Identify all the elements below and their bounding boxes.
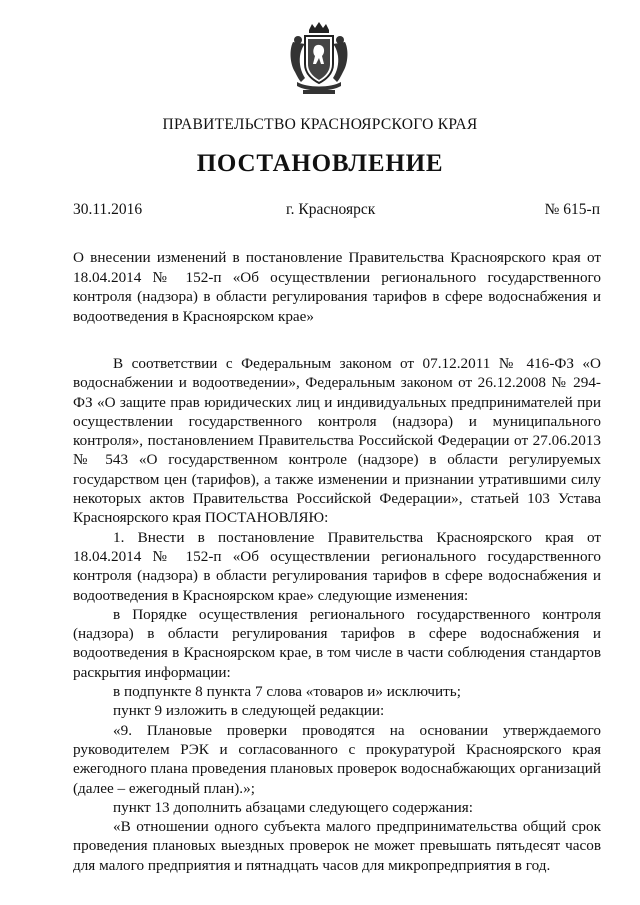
document-type-heading: ПОСТАНОВЛЕНИЕ: [196, 150, 444, 177]
government-title: ПРАВИТЕЛЬСТВО КРАСНОЯРСКОГО КРАЯ: [162, 116, 478, 133]
body-paragraph: в Порядке осуществления регионального государственного контроля (надзора) в области регулирования тарифов в сфере водоснабжения и водоотведения в Красноярском крае, в том числе в части соблюдения стандартов раскрытия информации:: [73, 605, 601, 681]
body-paragraph: в подпункте 8 пункта 7 слова «товаров и» исключить;: [113, 683, 461, 701]
body-paragraph: В соответствии с Федеральным законом от 07.12.2011 № 416-ФЗ «О водоснабжении и водоотведении», Федеральным законом от 26.12.2008 № 294-ФЗ «О защите прав юридических лиц и индивидуальных предпринимателей при осуществлении государственного контроля (надзора) и муниципального контроля», постановлением Правительства Российской Федерации от 27.06.2013 № 543 «О государственном контроле (надзоре) в области регулируемых государством цен (тарифов), а также изменении и признании утратившими силу некоторых актов Правительства Российской Федерации», статьей 103 Устава Красноярского края ПОСТАНОВЛЯЮ:: [73, 355, 601, 527]
body-paragraph: «В отношении одного субъекта малого предпринимательства общий срок проведения плановых выездных проверок не может превышать пятьдесят часов для малого предприятия и пятнадцать часов для микропредприятия в год.: [73, 818, 601, 874]
body-paragraph: пункт 9 изложить в следующей редакции:: [113, 702, 385, 720]
document-meta-row: [73, 201, 600, 221]
document-number: № 615-п: [544, 201, 600, 218]
coat-of-arms-emblem-icon: [285, 20, 353, 98]
body-paragraph: 1. Внести в постановление Правительства Красноярского края от 18.04.2014 № 152-п «Об осуществлении регионального государственного контроля (надзора) в области регулирования тарифов в сфере водоснабжения и водоотведения в Красноярском крае» следующие изменения:: [73, 528, 601, 604]
body-paragraph: «9. Плановые проверки проводятся на основании утверждаемого руководителем РЭК и согласованного с прокуратурой Красноярского края ежегодного плана проведения плановых проверок водоснабжающих организаций (далее – ежегодный план).»;: [73, 721, 601, 797]
body-paragraph: пункт 13 дополнить абзацами следующего содержания:: [113, 798, 473, 816]
document-subject: О внесении изменений в постановление Правительства Красноярского края от 18.04.2014 № 152-п «Об осуществлении регионального государственного контроля (надзора) в области регулирования тарифов в сфере водоснабжения и водоотведения в Красноярском крае»: [73, 249, 601, 325]
document-date: 30.11.2016: [73, 201, 143, 218]
document-body: [73, 354, 601, 875]
document-city: г. Красноярск: [286, 201, 376, 218]
